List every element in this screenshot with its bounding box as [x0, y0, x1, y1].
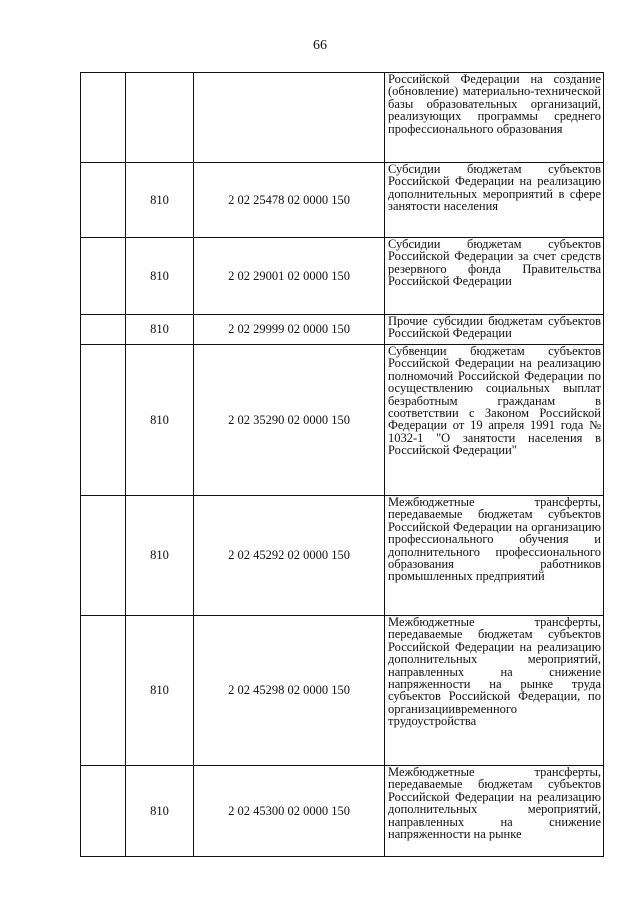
admin-code-cell: 810: [126, 238, 194, 315]
table-row: [81, 496, 604, 616]
admin-code-cell: 810: [126, 766, 194, 857]
empty-cell: [81, 496, 126, 616]
table-row: [81, 238, 604, 315]
admin-code-cell: 810: [126, 496, 194, 616]
revenue-name-text: Межбюджетные трансферты, передаваемые бюджетам субъектов Российской Федерации на организацию профессионального обучения и дополнительного профессионального образования работников промышленных предприятий: [388, 495, 601, 584]
kbk-code-cell: 2 02 29999 02 0000 150: [194, 315, 385, 345]
table-row: [81, 345, 604, 496]
admin-code-cell: 810: [126, 163, 194, 238]
kbk-code-cell: 2 02 45292 02 0000 150: [194, 496, 385, 616]
table-row: [81, 73, 604, 163]
page-number: 66: [313, 38, 327, 53]
empty-cell: [81, 345, 126, 496]
empty-cell: [81, 766, 126, 857]
table-row: [81, 315, 604, 345]
admin-code-cell: [126, 73, 194, 163]
kbk-code-cell: 2 02 45298 02 0000 150: [194, 616, 385, 766]
revenue-name-cell: [385, 73, 604, 163]
revenue-name-cell: [385, 616, 604, 766]
revenue-name-text: Межбюджетные трансферты, передаваемые бюджетам субъектов Российской Федерации на реализацию дополнительных мероприятий, направленных на снижение напряженности на рынке: [388, 765, 601, 842]
empty-cell: [81, 163, 126, 238]
kbk-code-cell: 2 02 35290 02 0000 150: [194, 345, 385, 496]
revenue-name-text: Субсидии бюджетам субъектов Российской Федерации на реализацию дополнительных мероприятий в сфере занятости населения: [388, 162, 601, 214]
revenue-name-text: Субвенции бюджетам субъектов Российской Федерации на реализацию полномочий Российской Федерации по осуществлению социальных выплат безработным гражданам в соответствии с Законом Российской Федерации от 19 апреля 1991 года № 1032-1 "О занятости населения в Российской Федерации": [388, 344, 601, 458]
revenue-name-cell: [385, 238, 604, 315]
revenue-name-cell: [385, 345, 604, 496]
empty-cell: [81, 616, 126, 766]
empty-cell: [81, 73, 126, 163]
table-row: [81, 163, 604, 238]
admin-code-cell: 810: [126, 616, 194, 766]
kbk-code-cell: 2 02 25478 02 0000 150: [194, 163, 385, 238]
kbk-code-cell: 2 02 45300 02 0000 150: [194, 766, 385, 857]
revenue-name-cell: [385, 315, 604, 345]
kbk-code-cell: 2 02 29001 02 0000 150: [194, 238, 385, 315]
revenue-name-text: Российской Федерации на создание (обновление) материально-технической базы образовательных организаций, реализующих программы среднего профессионального образования: [388, 72, 601, 136]
empty-cell: [81, 315, 126, 345]
revenue-name-text: Межбюджетные трансферты, передаваемые бюджетам субъектов Российской Федерации на реализацию дополнительных мероприятий, направленных на снижение напряженности на рынке труда субъектов Российской Федерации, по организациивременного трудоустройства: [388, 615, 601, 729]
admin-code-cell: 810: [126, 315, 194, 345]
table-row: [81, 766, 604, 857]
admin-code-cell: 810: [126, 345, 194, 496]
revenue-name-cell: [385, 496, 604, 616]
kbk-code-cell: [194, 73, 385, 163]
revenue-name-cell: [385, 766, 604, 857]
empty-cell: [81, 238, 126, 315]
revenue-name-text: Субсидии бюджетам субъектов Российской Федерации за счет средств резервного фонда Правительства Российской Федерации: [388, 237, 601, 289]
revenue-name-text: Прочие субсидии бюджетам субъектов Российской Федерации: [388, 314, 601, 341]
revenue-name-cell: [385, 163, 604, 238]
budget-classification-table: [80, 72, 604, 857]
table-row: [81, 616, 604, 766]
